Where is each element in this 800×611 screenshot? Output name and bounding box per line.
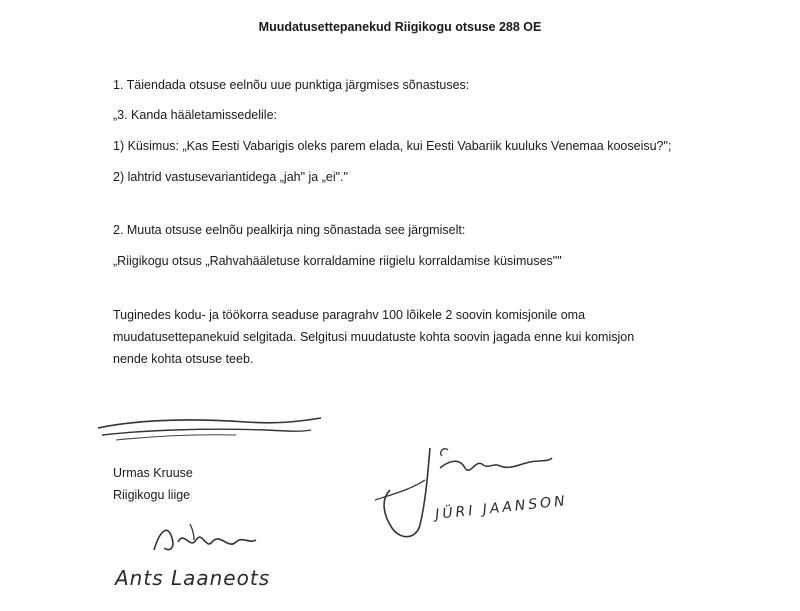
- paragraph-1-point: „3. Kanda hääletamissedelile:: [113, 108, 277, 122]
- signature-urmas-kruuse: [96, 410, 326, 450]
- signatory-role: Riigikogu liige: [113, 488, 191, 502]
- handwritten-name-ants-laaneots: Ants Laaneots: [115, 566, 271, 590]
- paragraph-1-answers: 2) lahtrid vastusevariantidega „jah" ja „ei".": [113, 170, 348, 184]
- handwritten-name-juri-jaanson: JÜRI JAANSON: [434, 493, 569, 523]
- paragraph-3-line-3: nende kohta otsuse teeb.: [113, 352, 254, 366]
- paragraph-2-intro: 2. Muuta otsuse eelnõu pealkirja ning sõnastada see järgmiselt:: [113, 223, 466, 237]
- paragraph-3-line-2: muudatusettepanekuid selgitada. Selgitusi muudatuste kohta soovin jagada enne kui komisjon: [113, 330, 635, 344]
- paragraph-1-question: 1) Küsimus: „Kas Eesti Vabarigis oleks parem elada, kui Eesti Vabariik kuuluks Venemaa kooseisu?";: [113, 139, 672, 153]
- document-title: Muudatusettepanekud Riigikogu otsuse 288 OE: [258, 20, 542, 34]
- signatory-name: Urmas Kruuse: [113, 466, 193, 480]
- paragraph-1-intro: 1. Täiendada otsuse eelnõu uue punktiga järgmises sõnastuses:: [113, 78, 470, 92]
- paragraph-3-line-1: Tuginedes kodu- ja töökorra seaduse paragrahv 100 lõikele 2 soovin komisjonile oma: [113, 308, 586, 322]
- paragraph-2-title: „Riigikogu otsus „Rahvahääletuse korraldamine riigielu korraldamise küsimuses"": [113, 254, 562, 268]
- signature-ants-laaneots: [150, 520, 260, 560]
